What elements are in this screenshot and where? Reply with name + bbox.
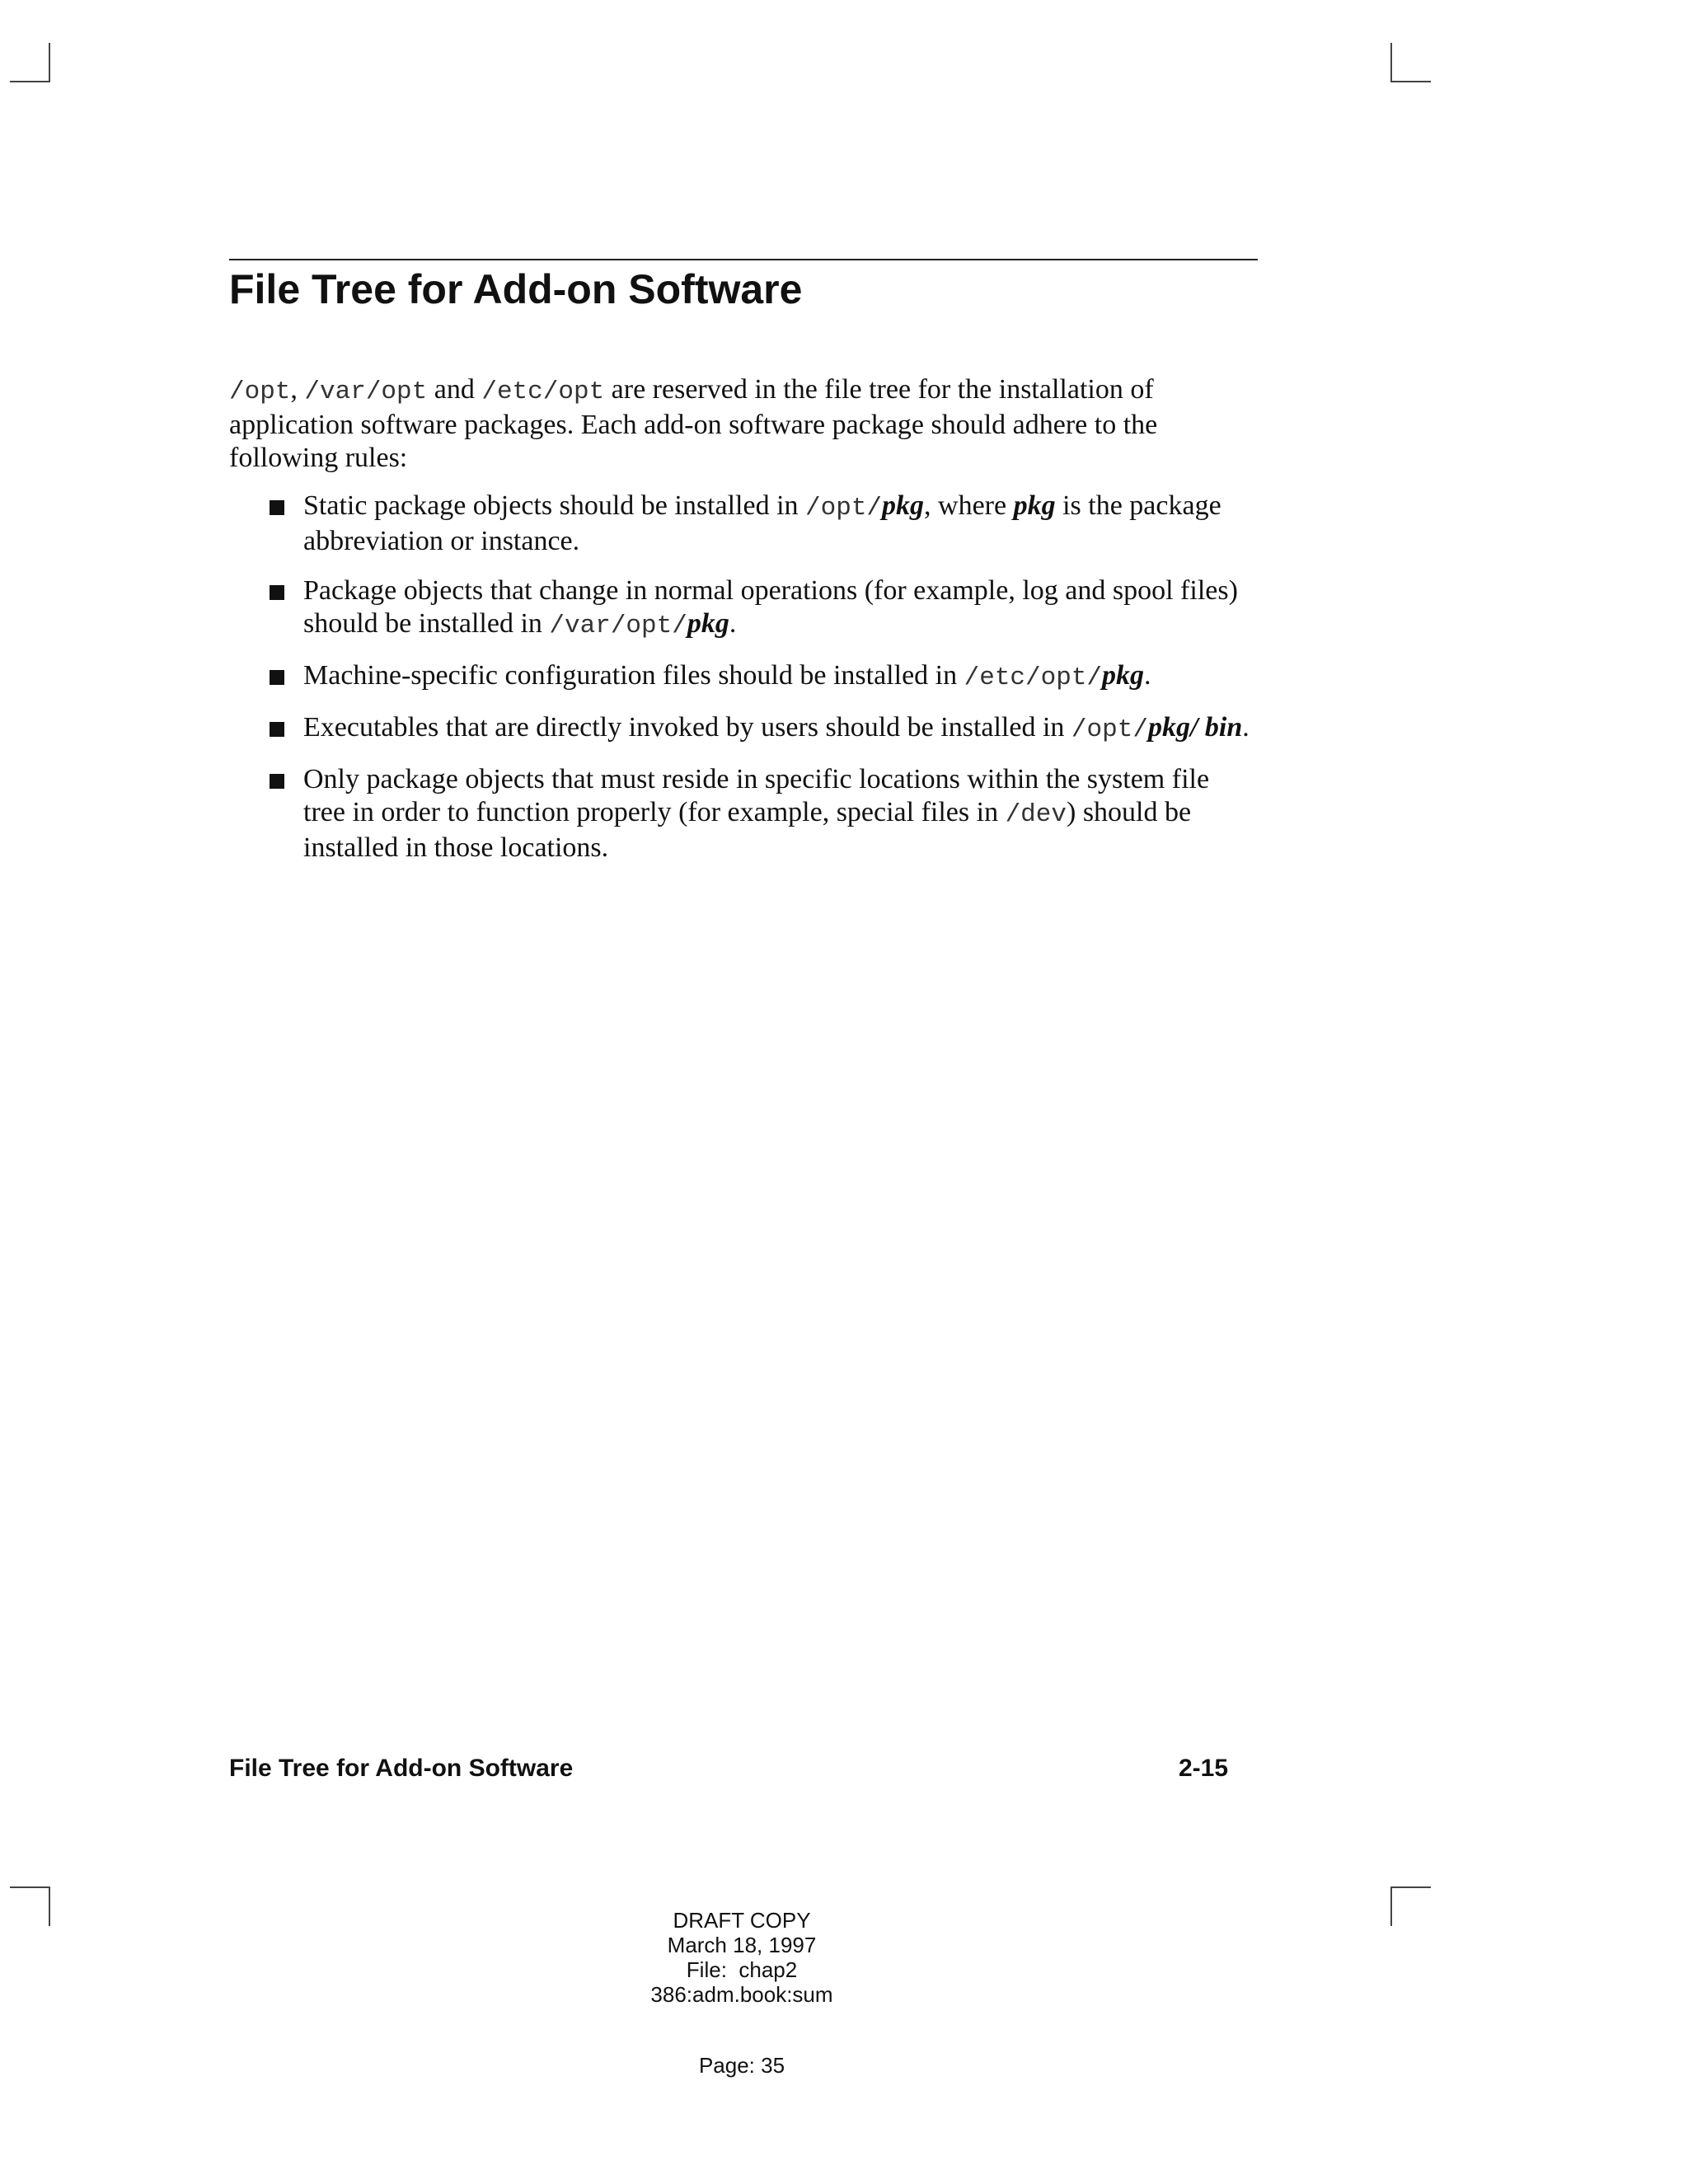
rules-list	[229, 490, 1251, 865]
heading-rule	[229, 259, 1258, 260]
crop-mark-top-left-horizontal	[10, 81, 50, 82]
bullet-square-icon	[270, 722, 284, 737]
list-item: Executables that are directly invoked by users should be installed in /opt/pkg/ bin.	[229, 711, 1251, 747]
footer-page-label: 2-15	[1179, 1755, 1229, 1782]
crop-mark-bottom-left-horizontal	[10, 1886, 50, 1888]
list-item: Static package objects should be installed in /opt/pkg, where pkg is the package abbreviation or instance.	[229, 490, 1251, 558]
bullet-square-icon	[270, 500, 284, 515]
list-item: Machine-specific configuration files should be installed in /etc/opt/pkg.	[229, 659, 1251, 695]
list-item: Package objects that change in normal operations (for example, log and spool files) should be installed in /var/opt/pkg.	[229, 574, 1251, 643]
draft-stamp-line: File: chap2	[686, 1957, 798, 1982]
bullet-square-icon	[270, 585, 284, 600]
bullet-square-icon	[270, 670, 284, 685]
draft-stamp-line: DRAFT COPY	[673, 1908, 811, 1933]
page-title: File Tree for Add-on Software	[229, 266, 803, 312]
crop-mark-top-right-horizontal	[1390, 81, 1431, 82]
bullet-square-icon	[270, 774, 284, 789]
intro-text-2: and	[427, 374, 482, 405]
intro-paragraph	[229, 373, 1251, 475]
draft-stamp	[577, 1908, 907, 2007]
crop-mark-bottom-right-vertical	[1390, 1886, 1392, 1926]
crop-mark-bottom-right-horizontal	[1390, 1886, 1431, 1888]
path-var-opt: /var/opt	[304, 377, 428, 406]
draft-stamp-line: 386:adm.book:sum	[650, 1982, 833, 2007]
path-opt: /opt	[229, 377, 291, 406]
crop-mark-top-left-vertical	[49, 43, 50, 82]
intro-text-3: are reserved in the file tree for the installation of application software packages. Each add-on software package should adhere to the following rules:	[229, 374, 1158, 473]
list-item: Only package objects that must reside in specific locations within the system file tree in order to function properly (for example, special files in /dev) should be installed in those locations.	[229, 763, 1251, 865]
crop-mark-bottom-left-vertical	[49, 1886, 50, 1926]
intro-text-1: ,	[290, 374, 305, 405]
body-text	[229, 373, 1251, 881]
crop-mark-top-right-vertical	[1390, 43, 1392, 82]
path-etc-opt: /etc/opt	[481, 377, 605, 406]
page-counter: Page: 35	[698, 2053, 785, 2078]
footer-section-title: File Tree for Add-on Software	[229, 1755, 574, 1782]
draft-stamp-line: March 18, 1997	[667, 1933, 817, 1957]
